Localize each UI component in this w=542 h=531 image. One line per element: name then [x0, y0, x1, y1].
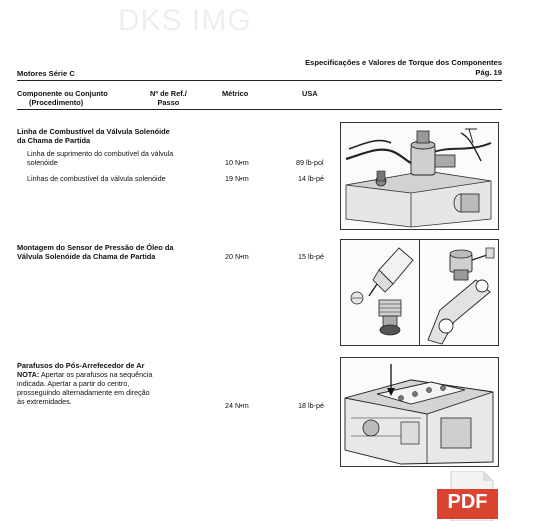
usa-value: 89 lb-pol [296, 158, 324, 167]
pdf-file-icon[interactable] [437, 471, 498, 521]
column-header-ref-line1: Nº de Ref./ [150, 89, 187, 98]
aftercooler-drawing [341, 358, 498, 466]
oil-sensor-sealant-illustration [340, 239, 421, 346]
section-title-line: Montagem do Sensor de Pressão de Óleo da [17, 243, 174, 252]
section-title-line: da Chama de Partida [17, 136, 91, 145]
torque-note [17, 370, 152, 406]
note-text: indicada. Apertar a partir do centro, [17, 379, 130, 388]
oil-sensor-installed-illustration [419, 239, 499, 346]
section-title-line: Válvula Solenóide da Chama de Partida [17, 252, 156, 261]
spec-item-desc: solenóide [27, 158, 58, 167]
sealant-tube-drawing [341, 240, 420, 345]
aftercooler-bolts-illustration [340, 357, 499, 467]
torque-note-line1 [17, 370, 152, 379]
solenoid-valve-illustration [340, 122, 499, 230]
metric-value: 20 N•m [225, 252, 249, 261]
usa-value: 18 lb-pé [298, 401, 324, 410]
note-text: às extremidades. [17, 397, 72, 406]
section-title-fuel-line [17, 127, 170, 145]
note-label: NOTA: [17, 370, 40, 379]
watermark-text: DKS IMG [118, 4, 252, 37]
document-title: Especificações e Valores de Torque dos Componentes [305, 58, 502, 67]
usa-value: 14 lb-pé [298, 174, 324, 183]
column-header-usa: USA [302, 89, 318, 98]
section-title-aftercooler: Parafusos do Pós-Arrefecedor de Ar [17, 361, 145, 370]
page-header-right [305, 58, 502, 78]
engine-series-label: Motores Série C [17, 69, 75, 78]
column-header-ref [150, 89, 187, 107]
sensor-installed-drawing [420, 240, 498, 345]
metric-value: 10 N•m [225, 158, 249, 167]
spec-item-desc: Linha de suprimento do combutível da válvula [27, 149, 174, 158]
metric-value: 24 N•m [225, 401, 249, 410]
header-rule [17, 80, 502, 81]
column-header-ref-line2: Passo [157, 98, 180, 107]
page-number: Pág. 19 [475, 68, 502, 77]
column-header-rule [17, 109, 502, 110]
note-text: prosseguindo alternadamente em direção [17, 388, 150, 397]
solenoid-valve-drawing [341, 123, 498, 229]
column-header-component-line2: (Procedimento) [29, 98, 84, 107]
spec-item-supply-line [27, 149, 173, 167]
metric-value: 19 N•m [225, 174, 249, 183]
column-header-component [17, 89, 108, 107]
section-title-oil-sensor [17, 243, 173, 261]
pdf-label: PDF [447, 491, 488, 513]
usa-value: 15 lb-pé [298, 252, 324, 261]
column-header-metric: Métrico [222, 89, 249, 98]
section-title-line: Linha de Combustível da Válvula Solenóide [17, 127, 170, 136]
note-text: Apertar os parafusos na sequência [39, 370, 153, 379]
spec-item-fuel-lines: Linhas de combustível da válvula solenóide [27, 174, 166, 183]
column-header-component-line1: Componente ou Conjunto [17, 89, 108, 98]
